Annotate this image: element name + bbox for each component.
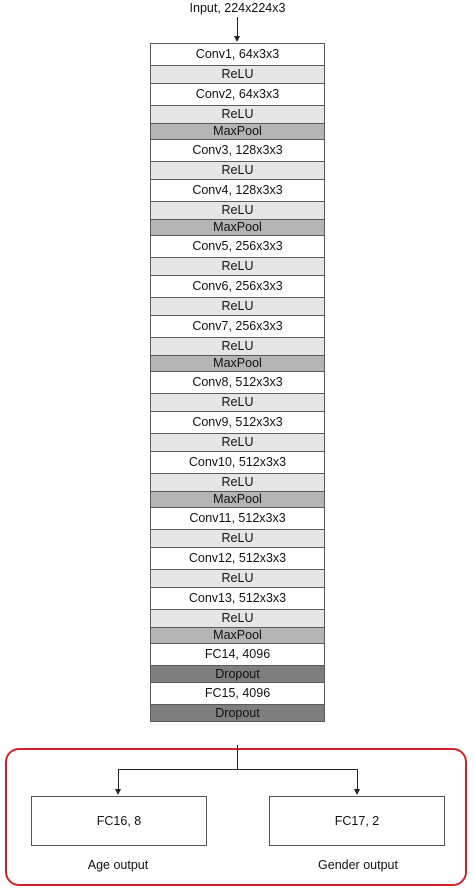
layer-relu: ReLU bbox=[150, 393, 325, 412]
gender-branch-line bbox=[357, 769, 358, 790]
layer-relu: ReLU bbox=[150, 105, 325, 124]
layer-conv: Conv3, 128x3x3 bbox=[150, 139, 325, 162]
layer-maxpool: MaxPool bbox=[150, 627, 325, 644]
layer-conv: Conv1, 64x3x3 bbox=[150, 43, 325, 66]
branch-horizontal-line bbox=[118, 769, 358, 770]
layer-conv: Conv2, 64x3x3 bbox=[150, 83, 325, 106]
age-output-box-label: FC16, 8 bbox=[96, 814, 142, 828]
age-branch-line bbox=[118, 769, 119, 790]
layer-relu: ReLU bbox=[150, 65, 325, 84]
gender-output-box bbox=[269, 796, 445, 846]
layer-fc: FC15, 4096 bbox=[150, 682, 325, 705]
layer-relu: ReLU bbox=[150, 161, 325, 180]
layer-maxpool: MaxPool bbox=[150, 219, 325, 236]
layer-conv: Conv5, 256x3x3 bbox=[150, 235, 325, 258]
layer-conv: Conv10, 512x3x3 bbox=[150, 451, 325, 474]
layer-relu: ReLU bbox=[150, 201, 325, 220]
layer-conv: Conv4, 128x3x3 bbox=[150, 179, 325, 202]
layer-relu: ReLU bbox=[150, 569, 325, 588]
age-output-caption: Age output bbox=[87, 858, 149, 872]
layer-relu: ReLU bbox=[150, 529, 325, 548]
input-arrow-head bbox=[234, 36, 240, 42]
gender-branch-arrow-head bbox=[354, 789, 360, 795]
layer-relu: ReLU bbox=[150, 433, 325, 452]
layer-maxpool: MaxPool bbox=[150, 123, 325, 140]
layer-relu: ReLU bbox=[150, 609, 325, 628]
layer-conv: Conv9, 512x3x3 bbox=[150, 411, 325, 434]
layer-maxpool: MaxPool bbox=[150, 491, 325, 508]
layer-relu: ReLU bbox=[150, 297, 325, 316]
layer-conv: Conv6, 256x3x3 bbox=[150, 275, 325, 298]
layer-relu: ReLU bbox=[150, 473, 325, 492]
input-label: Input, 224x224x3 bbox=[189, 1, 286, 15]
layer-conv: Conv13, 512x3x3 bbox=[150, 587, 325, 610]
layer-conv: Conv12, 512x3x3 bbox=[150, 547, 325, 570]
stack-to-branch-line bbox=[237, 745, 238, 769]
layer-stack bbox=[150, 43, 325, 722]
layer-conv: Conv8, 512x3x3 bbox=[150, 371, 325, 394]
layer-relu: ReLU bbox=[150, 257, 325, 276]
layer-dropout: Dropout bbox=[150, 704, 325, 722]
layer-relu: ReLU bbox=[150, 337, 325, 356]
age-branch-arrow-head bbox=[115, 789, 121, 795]
layer-fc: FC14, 4096 bbox=[150, 643, 325, 666]
gender-output-box-label: FC17, 2 bbox=[334, 814, 380, 828]
gender-output-caption: Gender output bbox=[318, 858, 398, 872]
layer-dropout: Dropout bbox=[150, 665, 325, 683]
age-output-box bbox=[31, 796, 207, 846]
layer-maxpool: MaxPool bbox=[150, 355, 325, 372]
layer-conv: Conv11, 512x3x3 bbox=[150, 507, 325, 530]
input-arrow-shaft bbox=[237, 17, 238, 37]
layer-conv: Conv7, 256x3x3 bbox=[150, 315, 325, 338]
